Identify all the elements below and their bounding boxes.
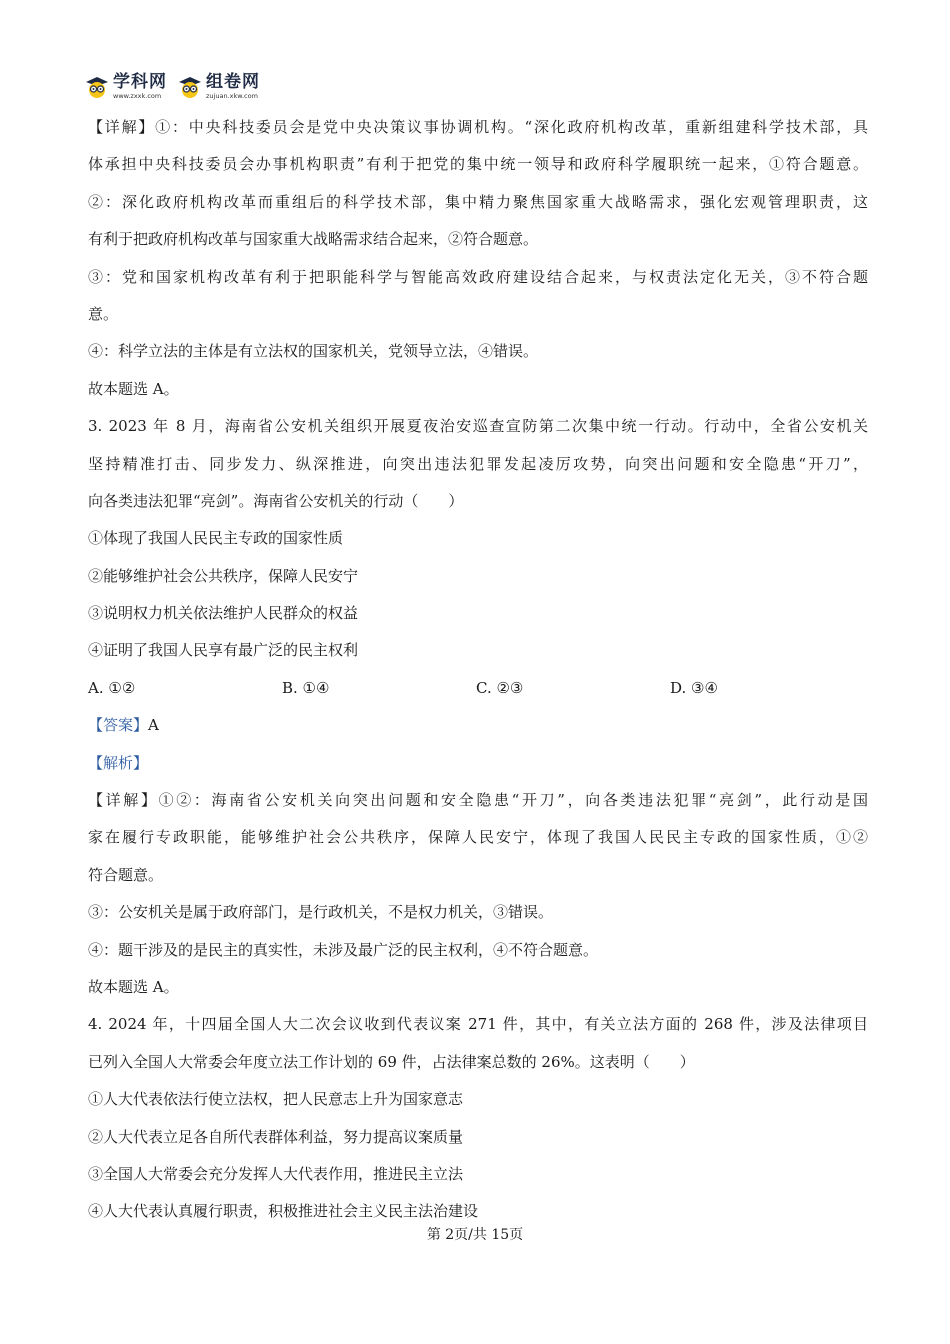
logo-url: zujuan.xkw.com [206, 92, 258, 101]
option-d: D. ③④ [670, 678, 718, 697]
answer-tag: 【答案】 [88, 716, 149, 735]
mascot-icon [84, 74, 110, 100]
text-line: ②人大代表立足各自所代表群体利益，努力提高议案质量 [88, 1127, 464, 1146]
option-b: B. ①④ [282, 678, 330, 697]
text-line: ④人大代表认真履行职责，积极推进社会主义民主法治建设 [88, 1202, 479, 1221]
text-line: 【详解】①：中央科技委员会是党中央决策议事协调机构。“深化政府机构改革，重新组建科学技术部，具 [88, 118, 868, 136]
header-logos [84, 70, 260, 104]
text-line: 家在履行专政职能，能够维护社会公共秩序，保障人民安宁，体现了我国人民民主专政的国家性质，①② [88, 828, 868, 847]
text-line: ②：深化政府机构改革而重组后的科学技术部，集中精力聚焦国家重大战略需求，强化宏观管理职责，这 [88, 192, 868, 211]
answer-line [88, 707, 868, 744]
text-line: ③：党和国家机构改革有利于把职能科学与智能高效政府建设结合起来，与权责法定化无关，③不符合题 [88, 267, 868, 286]
explanation-q3-and-q4 [88, 782, 868, 1231]
option-c: C. ②③ [476, 678, 524, 697]
text-line: 已列入全国人大常委会年度立法工作计划的 69 件，占法律案总数的 26%。这表明（ ） [88, 1052, 695, 1071]
q3-options [88, 670, 868, 707]
page-footer: 第 2页/共 15页 [426, 1227, 524, 1243]
text-line: ③说明权力机关依法维护人民群众的权益 [88, 604, 359, 623]
logo-name: 组卷网 [206, 72, 260, 93]
text-line: 故本题选 A。 [88, 977, 179, 996]
text-line: ①人大代表依法行使立法权，把人民意志上升为国家意志 [88, 1090, 464, 1109]
text-line: 有利于把政府机构改革与国家重大战略需求结合起来，②符合题意。 [88, 230, 539, 249]
text-line: ④证明了我国人民享有最广泛的民主权利 [88, 641, 359, 660]
option-a: A. ①② [88, 678, 136, 697]
logo-name: 学科网 [113, 72, 167, 93]
text-line: 意。 [88, 304, 119, 323]
mascot-icon [177, 74, 203, 100]
explanation-q2 [88, 109, 868, 670]
text-line: 3. 2023 年 8 月，海南省公安机关组织开展夏夜治安巡查宣防第二次集中统一行动。行动中，全省公安机关 [88, 417, 868, 436]
answer-value: A [148, 716, 159, 735]
analysis-tag: 【解析】 [88, 753, 149, 772]
xuekewang-logo [84, 74, 167, 100]
zujuanwang-logo [177, 74, 260, 100]
text-line: 向各类违法犯罪“亮剑”。海南省公安机关的行动（ ） [88, 491, 464, 510]
text-line: 故本题选 A。 [88, 379, 179, 398]
text-line: 【详解】①②：海南省公安机关向突出问题和安全隐患“开刀”，向各类违法犯罪“亮剑”，此行动是国 [88, 791, 868, 810]
text-line: ④：题干涉及的是民主的真实性，未涉及最广泛的民主权利，④不符合题意。 [88, 940, 599, 959]
text-line: 体承担中央科技委员会办事机构职责”有利于把党的集中统一领导和政府科学履职统一起来，①符合题意。 [88, 155, 868, 174]
logo-url: www.zxxk.com [113, 92, 162, 101]
text-line: ③：公安机关是属于政府部门，是行政机关，不是权力机关，③错误。 [88, 903, 554, 922]
document-body [88, 109, 868, 1231]
text-line: ①体现了我国人民民主专政的国家性质 [88, 529, 344, 548]
text-line: 4. 2024 年，十四届全国人大二次会议收到代表议案 271 件，其中，有关立法方面的 268 件，涉及法律项目 [88, 1015, 868, 1034]
analysis-line [88, 745, 868, 782]
text-line: 符合题意。 [88, 865, 164, 884]
text-line: ②能够维护社会公共秩序，保障人民安宁 [88, 566, 359, 585]
text-line: 坚持精准打击、同步发力、纵深推进，向突出违法犯罪发起凌厉攻势，向突出问题和安全隐患“开刀”， [88, 454, 868, 473]
text-line: ③全国人大常委会充分发挥人大代表作用，推进民主立法 [88, 1164, 464, 1183]
text-line: ④：科学立法的主体是有立法权的国家机关，党领导立法，④错误。 [88, 342, 539, 361]
